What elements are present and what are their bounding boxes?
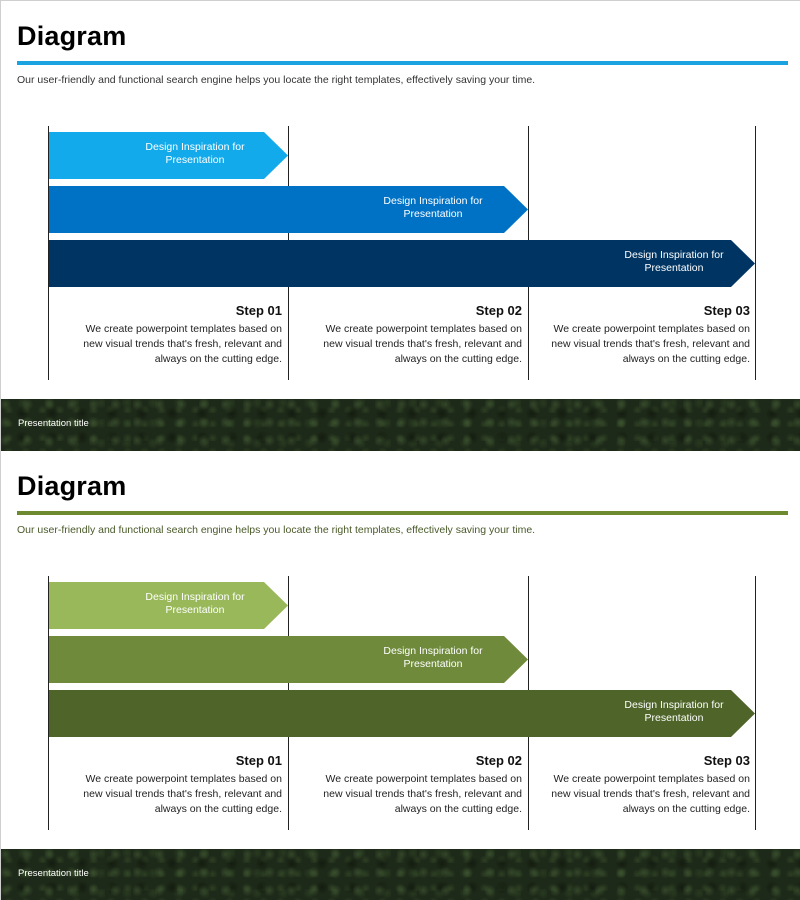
slide-subtitle: Our user-friendly and functional search engine helps you locate the right templates, effectively saving your time. [17, 524, 536, 536]
footer-title: Presentation title [18, 418, 89, 429]
slide-footer [1, 849, 800, 900]
step-description: We create powerpoint templates based on new visual trends that's fresh, relevant and always on the cutting edge. [551, 773, 750, 815]
arrow-step-01 [49, 132, 288, 179]
arrow-step-01 [49, 582, 288, 629]
arrow-step-03 [49, 690, 755, 737]
step-title: Step 01 [235, 303, 282, 318]
arrow-label: Design Inspiration for Presentation [383, 195, 483, 220]
step-description: We create powerpoint templates based on new visual trends that's fresh, relevant and always on the cutting edge. [551, 323, 750, 365]
arrow-label: Design Inspiration for Presentation [624, 249, 724, 274]
slide-blue [1, 1, 800, 451]
slide-title: Diagram [17, 21, 127, 51]
step-title: Step 01 [235, 753, 282, 768]
arrow-step-02 [49, 186, 528, 233]
timeline-divider [755, 576, 756, 830]
timeline-divider [755, 126, 756, 380]
slide-title: Diagram [17, 471, 127, 501]
title-rule [17, 511, 788, 515]
step-title: Step 02 [475, 753, 522, 768]
arrow-label: Design Inspiration for Presentation [145, 141, 245, 166]
title-rule [17, 61, 788, 65]
step-description: We create powerpoint templates based on new visual trends that's fresh, relevant and always on the cutting edge. [323, 773, 522, 815]
step-title: Step 03 [703, 753, 750, 768]
slide-green [1, 451, 800, 900]
arrow-label: Design Inspiration for Presentation [624, 699, 724, 724]
arrow-step-03 [49, 240, 755, 287]
step-description: We create powerpoint templates based on new visual trends that's fresh, relevant and always on the cutting edge. [323, 323, 522, 365]
step-description: We create powerpoint templates based on new visual trends that's fresh, relevant and always on the cutting edge. [83, 773, 282, 815]
arrow-step-02 [49, 636, 528, 683]
footer-title: Presentation title [18, 868, 89, 879]
step-description: We create powerpoint templates based on new visual trends that's fresh, relevant and always on the cutting edge. [83, 323, 282, 365]
slide-subtitle: Our user-friendly and functional search engine helps you locate the right templates, effectively saving your time. [17, 74, 536, 86]
slide-footer [1, 399, 800, 451]
step-title: Step 03 [703, 303, 750, 318]
arrow-label: Design Inspiration for Presentation [145, 591, 245, 616]
step-title: Step 02 [475, 303, 522, 318]
arrow-label: Design Inspiration for Presentation [383, 645, 483, 670]
